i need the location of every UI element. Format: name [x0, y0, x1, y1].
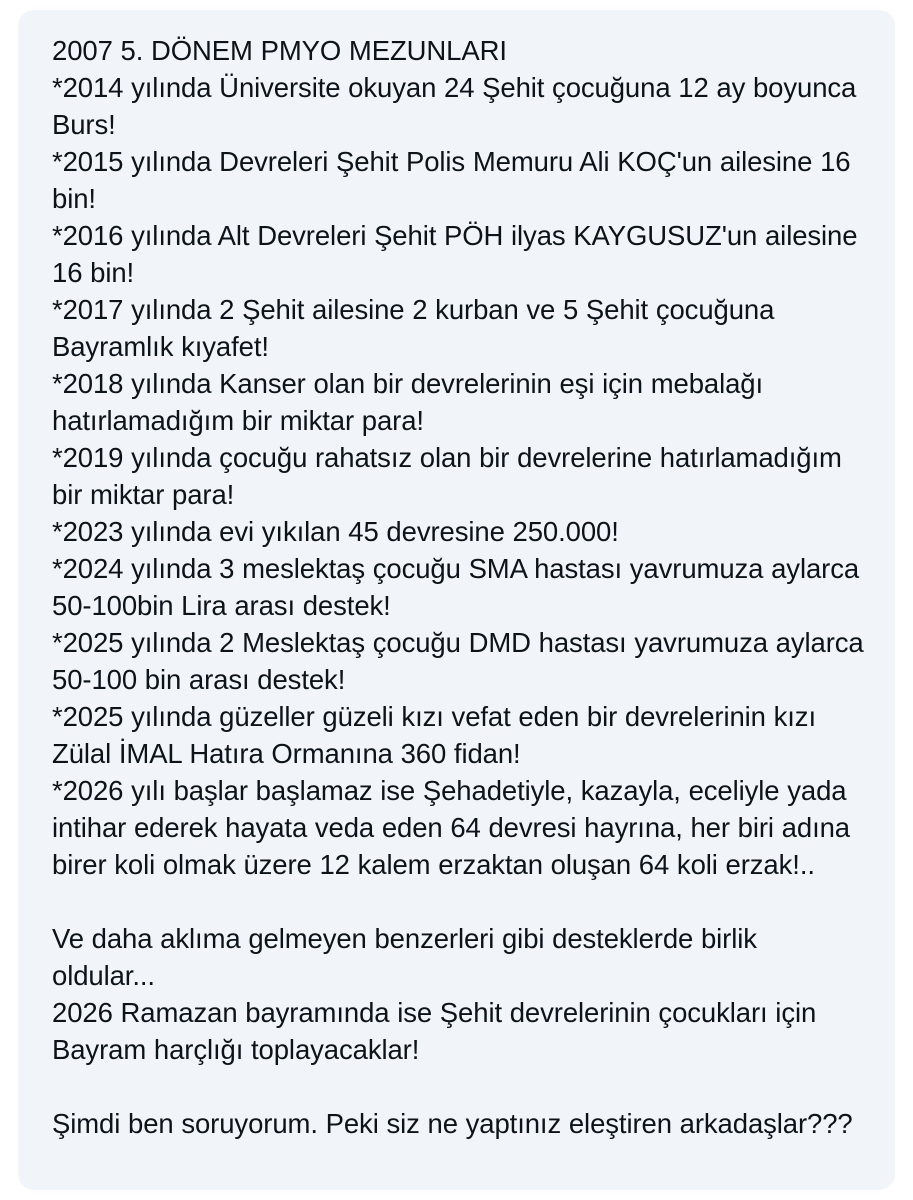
- note-line-2018: *2018 yılında Kanser olan bir devrelerinin eşi için mebalağı hatırlamadığım bir miktar para!: [52, 368, 771, 436]
- note-text-body: [52, 32, 872, 1142]
- note-line-2016: *2016 yılında Alt Devreleri Şehit PÖH ilyas KAYGUSUZ'un ailesine 16 bin!: [52, 220, 866, 288]
- note-closing-line-1: Ve daha aklıma gelmeyen benzerleri gibi desteklerde birlik oldular...: [52, 923, 765, 991]
- note-line-2014: *2014 yılında Üniversite okuyan 24 Şehit çocuğuna 12 ay boyunca Burs!: [52, 72, 864, 140]
- note-closing-line-2: 2026 Ramazan bayramında ise Şehit devrelerinin çocukları için Bayram harçlığı toplayacaklar!: [52, 997, 824, 1065]
- note-card: [18, 10, 895, 1190]
- note-line-2026: *2026 yılı başlar başlamaz ise Şehadetiyle, kazayla, eceliyle yada intihar ederek hayata veda eden 64 devresi hayrına, her biri adına birer koli olmak üzere 12 kalem erzaktan oluşan 64 koli erzak!..: [52, 775, 858, 880]
- note-line-2023: *2023 yılında evi yıkılan 45 devresine 250.000!: [52, 516, 619, 547]
- note-line-2025-dmd: *2025 yılında 2 Meslektaş çocuğu DMD hastası yavrumuza aylarca 50-100 bin arası destek!: [52, 627, 872, 695]
- paragraph-spacer-1: [52, 883, 865, 920]
- note-line-2024: *2024 yılında 3 meslektaş çocuğu SMA hastası yavrumuza aylarca 50-100bin Lira arası destek!: [52, 553, 867, 621]
- paragraph-spacer-2: [52, 1068, 865, 1105]
- note-line-2017: *2017 yılında 2 Şehit ailesine 2 kurban ve 5 Şehit çocuğuna Bayramlık kıyafet!: [52, 294, 783, 362]
- note-line-2015: *2015 yılında Devreleri Şehit Polis Memuru Ali KOÇ'un ailesine 16 bin!: [52, 146, 859, 214]
- note-line-2025-orman: *2025 yılında güzeller güzeli kızı vefat eden bir devrelerinin kızı Zülal İMAL Hatıra Ormanına 360 fidan!: [52, 701, 824, 769]
- note-question-line: Şimdi ben soruyorum. Peki siz ne yaptınız eleştiren arkadaşlar???: [52, 1108, 853, 1139]
- note-heading: 2007 5. DÖNEM PMYO MEZUNLARI: [52, 35, 507, 66]
- note-line-2019: *2019 yılında çocuğu rahatsız olan bir devrelerine hatırlamadığım bir miktar para!: [52, 442, 850, 510]
